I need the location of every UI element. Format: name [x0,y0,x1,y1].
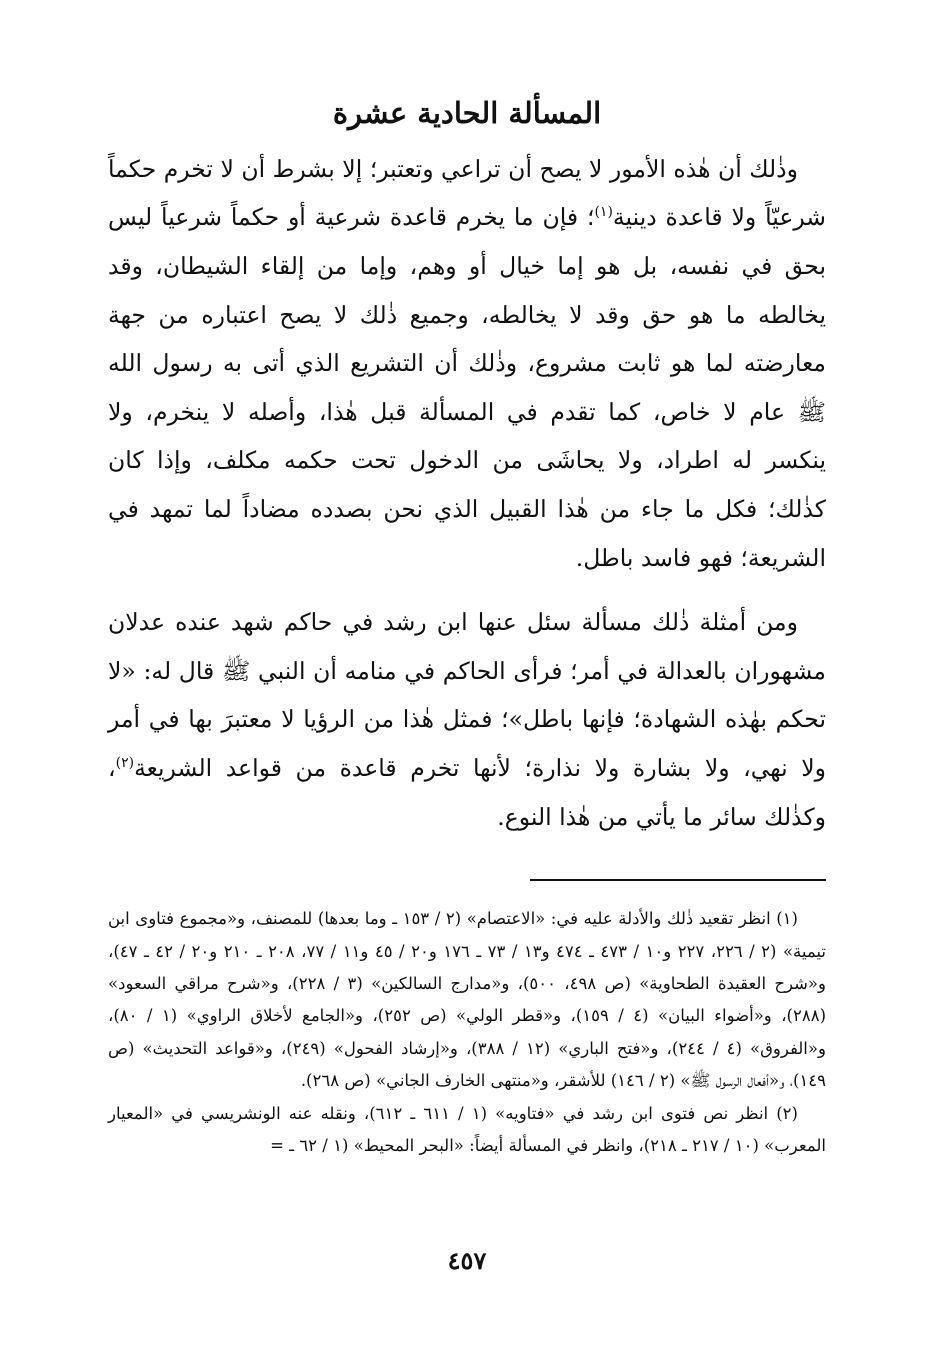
footnote-ref-1[interactable]: (١) [594,204,613,221]
paragraph-1-text-end: ؛ فإن ما يخرم قاعدة شرعية أو حكماً شرعياً ليس بحق في نفسه، بل هو إما خيال أو وهم، وإما من إلقاء الشيطان، وقد يخالطه ما هو حق وقد لا يخالطه، وجميع ذٰلك لا يصح اعتباره من جهة معارضته لما هو ثابت مشروع، وذٰلك أن التشريع الذي أتى به رسول الله ﷺ عام لا خاص، كما تقدم في المسألة قبل هٰذا، وأصله لا ينخرم، ولا ينكسر له اطراد، ولا يحاشَى من الدخول تحت حكمه مكلف، وإذا كان كذٰلك؛ فكل ما جاء من هٰذا القبيل الذي نحن بصدده مضاداً لما تمهد في الشريعة؛ فهو فاسد باطل. [108,203,826,572]
body-paragraph-1 [108,145,826,582]
footnote-2: (٢) انظر نص فتوى ابن رشد في «فتاويه» (١ / ٦١١ ـ ٦١٢)، ونقله عنه الونشريسي في «المعيار المعرب» (١٠ / ٢١٧ ـ ٢١٨)، وانظر في المسألة أيضاً: «البحر المحيط» (١ / ٦٢ ـ = [108,1103,826,1155]
book-page [108,96,826,1296]
paragraph-2-text-start: ومن أمثلة ذٰلك مسألة سئل عنها ابن رشد في حاكم شهد عنده عدلان مشهوران بالعدالة في أمر؛ فرأى الحاكم في منامه أن النبي ﷺ قال له: «لا تحكم بهٰذه الشهادة؛ فإنها باطل»؛ فمثل هٰذا من الرؤيا لا معتبرَ بها في أمر ولا نهي، ولا بشارة ولا نذارة؛ لأنها تخرم قاعدة من قواعد الشريعة [108,608,826,782]
section-title: المسألة الحادية عشرة [332,96,602,130]
body-paragraph-2 [108,598,826,841]
footnote-ref-2[interactable]: (٢) [115,755,135,772]
footnote-1: (١) انظر تقعيد ذٰلك والأدلة عليه في: «الاعتصام» (٢ / ١٥٣ ـ وما بعدها) للمصنف، و«مجموع فتاوى ابن تيمية» (٢ / ٢٢٦، ٢٢٧ و١٠ / ٤٧٣ ـ ٤٧٤ و١٣ / ٧٣ ـ ١٧٦ و٢٠ / ٤٥ و١١ / ٧٧، ٢٠٨ ـ ٢١٠ و٢٠ / ٤٢ ـ ٤٧)، و«شرح العقيدة الطحاوية» (ص ٤٩٨، ٥٠٠)، و«مدارج السالكين» (٣ / ٢٢٨)، و«شرح مراقي السعود» (٢٨٨)، و«أضواء البيان» (٤ / ١٥٩)، و«قطر الولي» (ص ٢٥٢)، و«الجامع لأخلاق الراوي» (١ / ٨٠)، و«الفروق» (٤ / ٢٤٤)، و«فتح الباري» (١٢ / ٣٨٨)، و«إرشاد الفحول» (٢٤٩)، و«قواعد التحديث» (ص ١٤٩)، و«أفعال الرسول ﷺ» (٢ / ١٤٦) للأشقر، و«منتهى الخارف الجاني» (ص ٢٦٨). [108,909,826,1091]
footnotes [108,903,826,1162]
page-number: ٤٥٧ [447,1246,487,1275]
footnote-separator [530,879,826,881]
paragraph-1-text-start: وذٰلك أن هٰذه الأمور لا يصح أن تراعي وتعتبر؛ إلا بشرط أن لا تخرم حكماً شرعيّاً ولا قاعدة دينية [108,154,826,232]
paragraph-2-text-end: ، وكذٰلك سائر ما يأتي من هٰذا النوع. [108,753,826,831]
